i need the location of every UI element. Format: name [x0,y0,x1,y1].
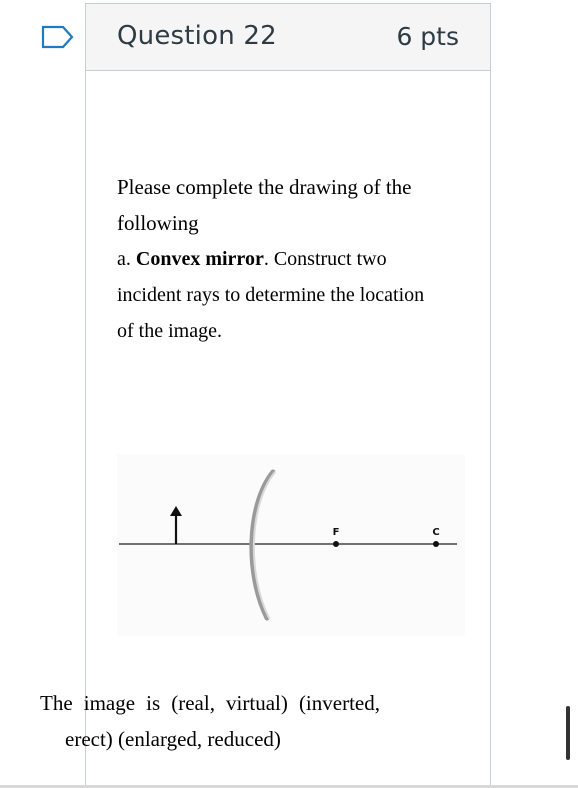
question-title: Question 22 [117,21,277,51]
prompt-item-a [117,241,462,277]
question-header [86,4,490,71]
focal-point [333,541,339,547]
prompt-line: following [117,211,199,235]
prompt-line: Please complete the drawing of the [117,175,412,199]
center-label: C [432,527,440,538]
answer-statement [40,685,380,757]
answer-line: erect) (enlarged, reduced) [65,727,281,751]
center-of-curvature-point [433,541,439,547]
diagram-background [117,454,465,636]
question-prompt [117,169,462,349]
item-rest: . Construct two [263,248,387,270]
prompt-line: incident rays to determine the location [117,284,425,306]
question-points: 6 pts [396,22,459,51]
prompt-line: of the image. [117,320,222,342]
convex-mirror-diagram[interactable] [117,454,465,636]
bookmark-flag-icon[interactable] [41,25,75,49]
item-prefix: a. [117,248,136,270]
focal-label: F [332,527,340,538]
answer-line: The image is (real, virtual) (inverted, [40,691,380,715]
scrollbar-thumb[interactable] [566,706,570,760]
item-bold-label: Convex mirror [135,248,264,270]
question-card [85,3,491,788]
